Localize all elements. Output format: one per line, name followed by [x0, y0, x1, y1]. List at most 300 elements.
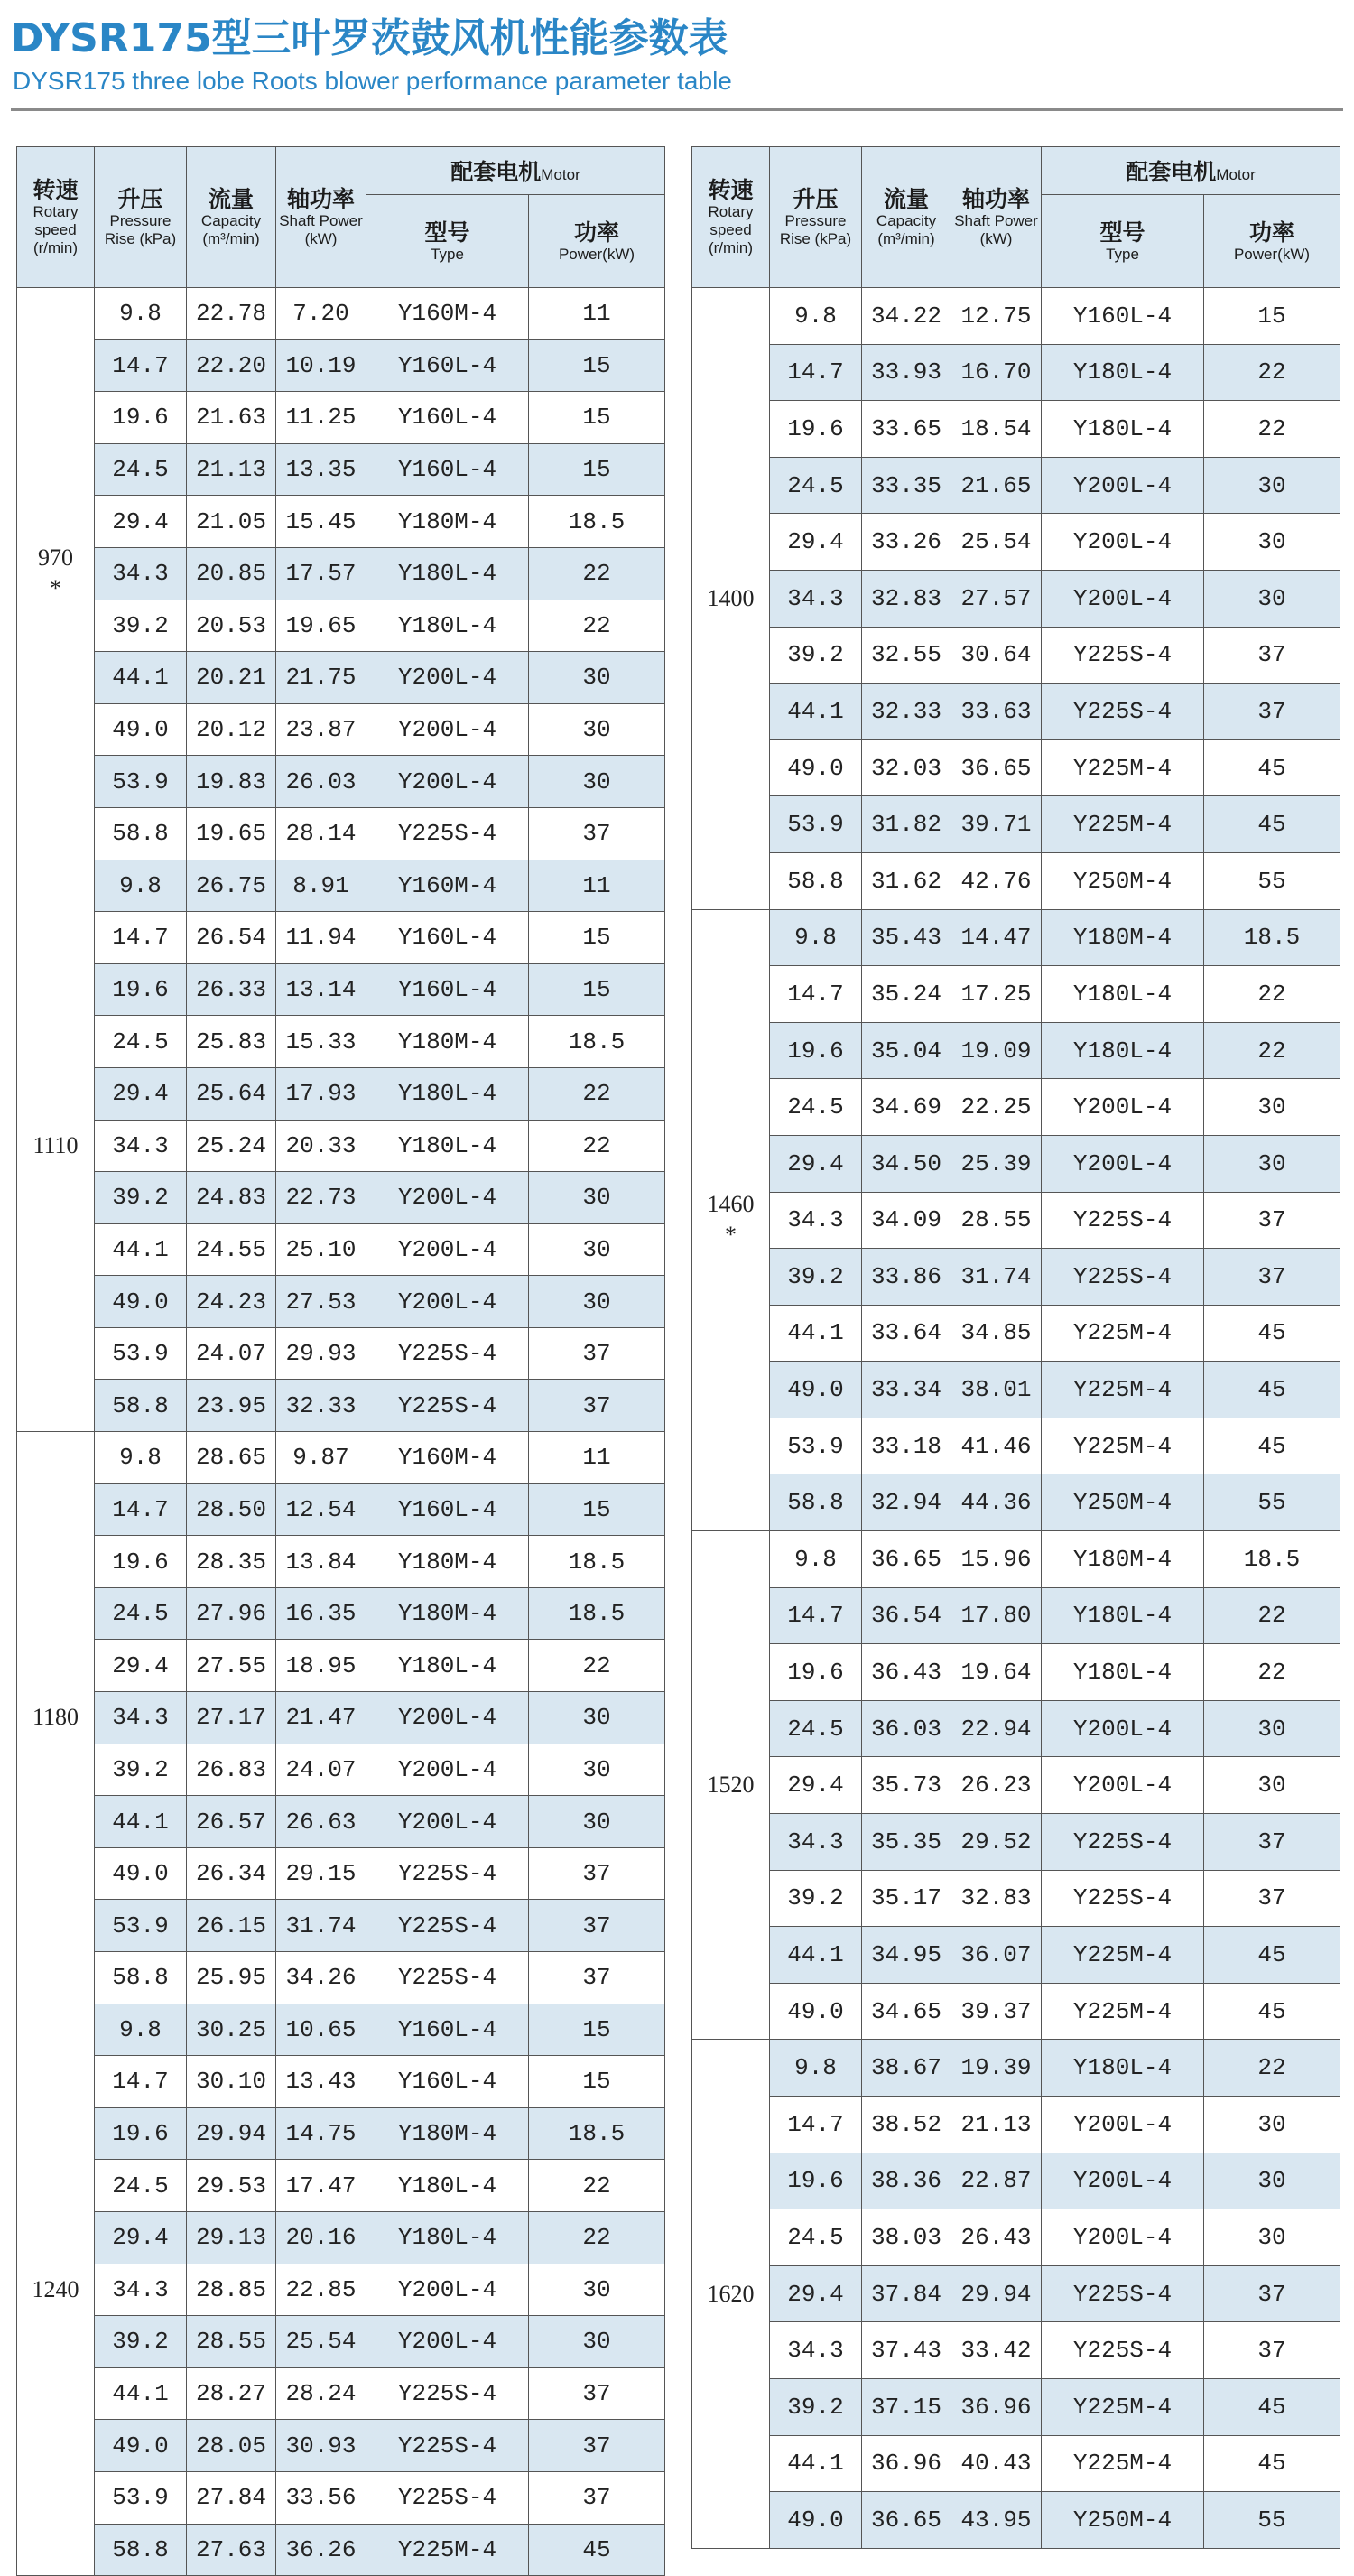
table-row	[17, 860, 665, 912]
table-body	[17, 288, 665, 2576]
pressure-rise-cell: 34.3	[770, 1814, 862, 1871]
shaft-power-cell: 18.54	[951, 401, 1042, 458]
capacity-cell: 37.43	[862, 2322, 951, 2379]
motor-power-cell: 37	[529, 1327, 665, 1380]
motor-power-cell: 45	[1204, 1362, 1340, 1418]
capacity-cell: 38.67	[862, 2040, 951, 2097]
capacity-cell: 33.93	[862, 344, 951, 401]
motor-power-cell: 22	[1204, 966, 1340, 1023]
motor-type-cell: Y200L-4	[366, 2316, 529, 2368]
pressure-rise-cell: 29.4	[770, 514, 862, 571]
motor-power-cell: 30	[1204, 2209, 1340, 2266]
shaft-power-cell: 25.54	[276, 2316, 366, 2368]
motor-power-cell: 11	[529, 860, 665, 912]
pressure-rise-cell: 58.8	[770, 1474, 862, 1531]
rotary-speed-cell	[17, 2004, 95, 2576]
table-row	[17, 703, 665, 756]
motor-type-cell: Y200L-4	[366, 1276, 529, 1328]
rotary-speed-cell	[17, 860, 95, 1432]
motor-power-cell: 18.5	[529, 1587, 665, 1640]
motor-type-cell: Y225S-4	[1042, 627, 1204, 684]
motor-power-cell: 30	[1204, 514, 1340, 571]
header-rotary-speed: 转速 Rotary speed (r/min)	[17, 147, 95, 288]
shaft-power-cell: 22.73	[276, 1172, 366, 1224]
motor-power-cell: 45	[1204, 796, 1340, 853]
table-row	[17, 1327, 665, 1380]
capacity-cell: 29.13	[187, 2211, 276, 2264]
table-row	[692, 627, 1340, 684]
rotary-speed-cell	[17, 1432, 95, 2004]
motor-power-cell: 37	[529, 2471, 665, 2524]
motor-type-cell: Y200L-4	[1042, 1135, 1204, 1192]
capacity-cell: 35.73	[862, 1757, 951, 1814]
header-motor-type: 型号 Type	[1042, 195, 1204, 288]
pressure-rise-cell: 24.5	[95, 2160, 187, 2212]
motor-power-cell: 15	[529, 963, 665, 1016]
capacity-cell: 26.15	[187, 1900, 276, 1952]
pressure-rise-cell: 44.1	[770, 684, 862, 740]
motor-power-cell: 37	[1204, 1249, 1340, 1306]
capacity-cell: 32.83	[862, 570, 951, 627]
table-row	[692, 2040, 1340, 2097]
pressure-rise-cell: 24.5	[770, 457, 862, 514]
motor-type-cell: Y200L-4	[366, 1172, 529, 1224]
motor-power-cell: 30	[529, 1223, 665, 1276]
table-row	[17, 443, 665, 496]
shaft-power-cell: 18.95	[276, 1640, 366, 1692]
motor-type-cell: Y160L-4	[366, 339, 529, 392]
header-pressure-rise: 升压 Pressure Rise (kPa)	[770, 147, 862, 288]
table-row	[17, 963, 665, 1016]
capacity-cell: 19.83	[187, 756, 276, 808]
motor-type-cell: Y200L-4	[1042, 514, 1204, 571]
table-row	[692, 2435, 1340, 2492]
pressure-rise-cell: 14.7	[95, 912, 187, 964]
motor-type-cell: Y225M-4	[1042, 2435, 1204, 2492]
motor-power-cell: 18.5	[529, 1536, 665, 1588]
shaft-power-cell: 16.35	[276, 1587, 366, 1640]
motor-type-cell: Y200L-4	[366, 703, 529, 756]
table-row	[17, 1276, 665, 1328]
motor-type-cell: Y160L-4	[366, 443, 529, 496]
table-row	[17, 1640, 665, 1692]
shaft-power-cell: 7.20	[276, 288, 366, 340]
motor-power-cell: 22	[1204, 344, 1340, 401]
header-pressure-rise: 升压 Pressure Rise (kPa)	[95, 147, 187, 288]
shaft-power-cell: 11.94	[276, 912, 366, 964]
table-row	[17, 1432, 665, 1484]
pressure-rise-cell: 53.9	[95, 1327, 187, 1380]
pressure-rise-cell: 49.0	[95, 1847, 187, 1900]
shaft-power-cell: 33.42	[951, 2322, 1042, 2379]
motor-type-cell: Y180M-4	[366, 1536, 529, 1588]
motor-type-cell: Y180L-4	[1042, 966, 1204, 1023]
shaft-power-cell: 17.80	[951, 1587, 1042, 1644]
motor-type-cell: Y180M-4	[366, 496, 529, 548]
motor-power-cell: 45	[1204, 1983, 1340, 2040]
capacity-cell: 21.05	[187, 496, 276, 548]
motor-type-cell: Y200L-4	[366, 652, 529, 704]
shaft-power-cell: 13.43	[276, 2056, 366, 2108]
shaft-power-cell: 38.01	[951, 1362, 1042, 1418]
motor-power-cell: 18.5	[529, 1016, 665, 1068]
pressure-rise-cell: 44.1	[770, 1927, 862, 1984]
shaft-power-cell: 34.85	[951, 1305, 1042, 1362]
motor-type-cell: Y225S-4	[366, 2367, 529, 2420]
pressure-rise-cell: 24.5	[770, 1079, 862, 1136]
header-capacity: 流量 Capacity (m³/min)	[862, 147, 951, 288]
shaft-power-cell: 21.75	[276, 652, 366, 704]
shaft-power-cell: 19.09	[951, 1022, 1042, 1079]
motor-power-cell: 37	[529, 1847, 665, 1900]
capacity-cell: 22.78	[187, 288, 276, 340]
pressure-rise-cell: 14.7	[770, 1587, 862, 1644]
capacity-cell: 28.05	[187, 2420, 276, 2472]
rated-speed-mark: *	[725, 1222, 737, 1249]
table-row	[692, 1305, 1340, 1362]
table-row	[692, 1249, 1340, 1306]
pressure-rise-cell: 49.0	[95, 703, 187, 756]
pressure-rise-cell: 9.8	[770, 909, 862, 966]
capacity-cell: 28.50	[187, 1483, 276, 1536]
capacity-cell: 19.65	[187, 807, 276, 860]
shaft-power-cell: 30.64	[951, 627, 1042, 684]
rotary-speed-value: 1180	[32, 1704, 79, 1731]
table-row	[17, 2107, 665, 2160]
table-row	[692, 1362, 1340, 1418]
capacity-cell: 30.25	[187, 2004, 276, 2056]
capacity-cell: 34.09	[862, 1192, 951, 1249]
capacity-cell: 33.26	[862, 514, 951, 571]
rotary-speed-value: 1110	[32, 1131, 79, 1158]
shaft-power-cell: 12.54	[276, 1483, 366, 1536]
motor-type-cell: Y225S-4	[366, 1900, 529, 1952]
motor-type-cell: Y180M-4	[366, 2107, 529, 2160]
capacity-cell: 27.55	[187, 1640, 276, 1692]
table-row	[692, 1587, 1340, 1644]
capacity-cell: 36.43	[862, 1644, 951, 1701]
table-row	[692, 1700, 1340, 1757]
rated-speed-mark: *	[50, 575, 61, 602]
motor-type-cell: Y225M-4	[1042, 1418, 1204, 1474]
header-motor-power: 功率 Power(kW)	[1204, 195, 1340, 288]
motor-power-cell: 30	[1204, 570, 1340, 627]
header-motor: 配套电机Motor	[366, 147, 665, 195]
pressure-rise-cell: 29.4	[95, 2211, 187, 2264]
motor-type-cell: Y200L-4	[1042, 570, 1204, 627]
motor-power-cell: 45	[1204, 1927, 1340, 1984]
capacity-cell: 36.54	[862, 1587, 951, 1644]
motor-type-cell: Y180L-4	[1042, 1587, 1204, 1644]
table-row	[17, 756, 665, 808]
pressure-rise-cell: 44.1	[95, 1796, 187, 1848]
capacity-cell: 38.52	[862, 2097, 951, 2153]
rotary-speed-value: 1240	[32, 2275, 79, 2302]
table-row	[692, 796, 1340, 853]
pressure-rise-cell: 34.3	[95, 1692, 187, 1744]
motor-power-cell: 22	[1204, 2040, 1340, 2097]
motor-type-cell: Y180L-4	[366, 2211, 529, 2264]
shaft-power-cell: 27.57	[951, 570, 1042, 627]
pressure-rise-cell: 29.4	[95, 496, 187, 548]
rotary-speed-value: 1520	[707, 1772, 755, 1799]
motor-type-cell: Y225S-4	[1042, 1249, 1204, 1306]
motor-power-cell: 30	[529, 1744, 665, 1796]
capacity-cell: 27.84	[187, 2471, 276, 2524]
capacity-cell: 34.22	[862, 288, 951, 345]
table-row	[692, 1870, 1340, 1927]
table-row	[692, 514, 1340, 571]
table-row	[692, 2153, 1340, 2209]
capacity-cell: 35.43	[862, 909, 951, 966]
motor-type-cell: Y180M-4	[1042, 909, 1204, 966]
pressure-rise-cell: 14.7	[95, 2056, 187, 2108]
table-row	[17, 2211, 665, 2264]
shaft-power-cell: 17.47	[276, 2160, 366, 2212]
shaft-power-cell: 33.63	[951, 684, 1042, 740]
table-row	[692, 2209, 1340, 2266]
page-title: DYSR175型三叶罗茨鼓风机性能参数表	[11, 15, 728, 61]
table-row	[17, 1952, 665, 2004]
shaft-power-cell: 43.95	[951, 2492, 1042, 2549]
motor-type-cell: Y160L-4	[366, 912, 529, 964]
motor-type-cell: Y160L-4	[366, 2056, 529, 2108]
shaft-power-cell: 22.85	[276, 2264, 366, 2316]
capacity-cell: 27.63	[187, 2524, 276, 2576]
capacity-cell: 23.95	[187, 1380, 276, 1432]
pressure-rise-cell: 29.4	[95, 1640, 187, 1692]
motor-power-cell: 22	[529, 2211, 665, 2264]
table-row	[17, 1380, 665, 1432]
pressure-rise-cell: 58.8	[770, 852, 862, 909]
pressure-rise-cell: 24.5	[770, 1700, 862, 1757]
shaft-power-cell: 29.93	[276, 1327, 366, 1380]
motor-power-cell: 22	[529, 600, 665, 652]
table-row	[17, 496, 665, 548]
pressure-rise-cell: 9.8	[95, 288, 187, 340]
pressure-rise-cell: 14.7	[770, 2097, 862, 2153]
capacity-cell: 35.04	[862, 1022, 951, 1079]
motor-power-cell: 11	[529, 288, 665, 340]
table-row	[17, 2004, 665, 2056]
shaft-power-cell: 8.91	[276, 860, 366, 912]
table-row	[17, 1016, 665, 1068]
table-row	[17, 2056, 665, 2108]
shaft-power-cell: 9.87	[276, 1432, 366, 1484]
shaft-power-cell: 12.75	[951, 288, 1042, 345]
rotary-speed-value: 1460	[707, 1191, 755, 1218]
motor-type-cell: Y225S-4	[1042, 1814, 1204, 1871]
capacity-cell: 27.17	[187, 1692, 276, 1744]
table-row	[692, 2492, 1340, 2549]
pressure-rise-cell: 49.0	[770, 2492, 862, 2549]
motor-type-cell: Y200L-4	[366, 1692, 529, 1744]
motor-power-cell: 37	[1204, 2322, 1340, 2379]
motor-type-cell: Y200L-4	[1042, 2097, 1204, 2153]
shaft-power-cell: 25.10	[276, 1223, 366, 1276]
table-row	[17, 1483, 665, 1536]
motor-power-cell: 30	[529, 1172, 665, 1224]
table-row	[17, 807, 665, 860]
pressure-rise-cell: 14.7	[770, 344, 862, 401]
motor-power-cell: 45	[1204, 1418, 1340, 1474]
shaft-power-cell: 29.94	[951, 2265, 1042, 2322]
motor-power-cell: 11	[529, 1432, 665, 1484]
pressure-rise-cell: 44.1	[95, 1223, 187, 1276]
pressure-rise-cell: 53.9	[95, 1900, 187, 1952]
table-row	[17, 392, 665, 444]
motor-power-cell: 37	[1204, 1192, 1340, 1249]
header-shaft-power: 轴功率 Shaft Power (kW)	[951, 147, 1042, 288]
capacity-cell: 24.23	[187, 1276, 276, 1328]
table-row	[692, 1474, 1340, 1531]
pressure-rise-cell: 9.8	[770, 288, 862, 345]
motor-power-cell: 15	[529, 339, 665, 392]
capacity-cell: 32.94	[862, 1474, 951, 1531]
motor-power-cell: 18.5	[1204, 909, 1340, 966]
motor-type-cell: Y180L-4	[1042, 1022, 1204, 1079]
motor-power-cell: 22	[1204, 1587, 1340, 1644]
capacity-cell: 28.85	[187, 2264, 276, 2316]
pressure-rise-cell: 29.4	[770, 2265, 862, 2322]
shaft-power-cell: 26.03	[276, 756, 366, 808]
rotary-speed-cell	[692, 1531, 770, 2040]
shaft-power-cell: 17.25	[951, 966, 1042, 1023]
capacity-cell: 34.95	[862, 1927, 951, 1984]
motor-power-cell: 37	[1204, 1870, 1340, 1927]
table-row	[692, 401, 1340, 458]
shaft-power-cell: 23.87	[276, 703, 366, 756]
shaft-power-cell: 16.70	[951, 344, 1042, 401]
capacity-cell: 26.54	[187, 912, 276, 964]
motor-power-cell: 15	[529, 1483, 665, 1536]
motor-power-cell: 22	[529, 547, 665, 600]
table-row	[692, 1814, 1340, 1871]
motor-power-cell: 30	[529, 1796, 665, 1848]
shaft-power-cell: 22.25	[951, 1079, 1042, 1136]
shaft-power-cell: 33.56	[276, 2471, 366, 2524]
capacity-cell: 29.94	[187, 2107, 276, 2160]
table-row	[17, 339, 665, 392]
motor-type-cell: Y180L-4	[366, 1120, 529, 1172]
motor-type-cell: Y225M-4	[1042, 796, 1204, 853]
motor-type-cell: Y180L-4	[366, 547, 529, 600]
capacity-cell: 24.07	[187, 1327, 276, 1380]
motor-type-cell: Y225S-4	[366, 2420, 529, 2472]
pressure-rise-cell: 9.8	[95, 860, 187, 912]
pressure-rise-cell: 39.2	[95, 1744, 187, 1796]
pressure-rise-cell: 58.8	[95, 1380, 187, 1432]
capacity-cell: 33.64	[862, 1305, 951, 1362]
shaft-power-cell: 14.75	[276, 2107, 366, 2160]
pressure-rise-cell: 39.2	[770, 2378, 862, 2435]
motor-type-cell: Y225M-4	[1042, 1927, 1204, 1984]
table-row	[17, 1536, 665, 1588]
rotary-speed-cell	[692, 2040, 770, 2548]
rotary-speed-value: 1400	[707, 584, 755, 611]
performance-table-left	[16, 146, 664, 2576]
motor-power-cell: 15	[1204, 288, 1340, 345]
pressure-rise-cell: 58.8	[95, 2524, 187, 2576]
shaft-power-cell: 27.53	[276, 1276, 366, 1328]
motor-power-cell: 45	[1204, 1305, 1340, 1362]
motor-power-cell: 30	[529, 652, 665, 704]
pressure-rise-cell: 49.0	[770, 1983, 862, 2040]
motor-type-cell: Y250M-4	[1042, 1474, 1204, 1531]
pressure-rise-cell: 53.9	[770, 1418, 862, 1474]
motor-type-cell: Y225S-4	[366, 1380, 529, 1432]
motor-power-cell: 15	[529, 443, 665, 496]
motor-type-cell: Y225M-4	[366, 2524, 529, 2576]
motor-type-cell: Y180M-4	[366, 1016, 529, 1068]
shaft-power-cell: 11.25	[276, 392, 366, 444]
capacity-cell: 34.69	[862, 1079, 951, 1136]
motor-power-cell: 37	[1204, 684, 1340, 740]
capacity-cell: 38.03	[862, 2209, 951, 2266]
table-row	[17, 1067, 665, 1120]
table-row	[692, 1079, 1340, 1136]
capacity-cell: 22.20	[187, 339, 276, 392]
capacity-cell: 33.65	[862, 401, 951, 458]
pressure-rise-cell: 49.0	[770, 739, 862, 796]
shaft-power-cell: 31.74	[951, 1249, 1042, 1306]
pressure-rise-cell: 58.8	[95, 1952, 187, 2004]
motor-type-cell: Y160L-4	[366, 2004, 529, 2056]
shaft-power-cell: 36.26	[276, 2524, 366, 2576]
capacity-cell: 28.35	[187, 1536, 276, 1588]
motor-power-cell: 22	[1204, 1022, 1340, 1079]
motor-type-cell: Y225S-4	[366, 2471, 529, 2524]
rotary-speed-cell	[692, 288, 770, 910]
capacity-cell: 36.03	[862, 1700, 951, 1757]
capacity-cell: 26.57	[187, 1796, 276, 1848]
motor-power-cell: 18.5	[1204, 1531, 1340, 1588]
table-row	[692, 1418, 1340, 1474]
motor-power-cell: 30	[529, 1276, 665, 1328]
motor-power-cell: 37	[529, 1900, 665, 1952]
shaft-power-cell: 31.74	[276, 1900, 366, 1952]
pressure-rise-cell: 19.6	[770, 2153, 862, 2209]
motor-power-cell: 22	[1204, 1644, 1340, 1701]
table-row	[692, 1983, 1340, 2040]
shaft-power-cell: 32.33	[276, 1380, 366, 1432]
motor-power-cell: 37	[529, 1952, 665, 2004]
motor-type-cell: Y160L-4	[366, 1483, 529, 1536]
table-row	[692, 2265, 1340, 2322]
motor-power-cell: 22	[529, 2160, 665, 2212]
motor-power-cell: 37	[529, 1380, 665, 1432]
capacity-cell: 26.75	[187, 860, 276, 912]
capacity-cell: 25.95	[187, 1952, 276, 2004]
rotary-speed-cell	[692, 909, 770, 1531]
capacity-cell: 24.55	[187, 1223, 276, 1276]
pressure-rise-cell: 14.7	[95, 339, 187, 392]
shaft-power-cell: 20.16	[276, 2211, 366, 2264]
shaft-power-cell: 22.87	[951, 2153, 1042, 2209]
shaft-power-cell: 44.36	[951, 1474, 1042, 1531]
header-motor-power: 功率 Power(kW)	[529, 195, 665, 288]
table-row	[692, 1022, 1340, 1079]
motor-type-cell: Y225M-4	[1042, 1305, 1204, 1362]
shaft-power-cell: 10.65	[276, 2004, 366, 2056]
pressure-rise-cell: 39.2	[770, 1870, 862, 1927]
motor-type-cell: Y160M-4	[366, 1432, 529, 1484]
header-shaft-power: 轴功率 Shaft Power (kW)	[276, 147, 366, 288]
table-row	[692, 852, 1340, 909]
table-row	[692, 288, 1340, 345]
shaft-power-cell: 39.37	[951, 1983, 1042, 2040]
table-row	[692, 2378, 1340, 2435]
